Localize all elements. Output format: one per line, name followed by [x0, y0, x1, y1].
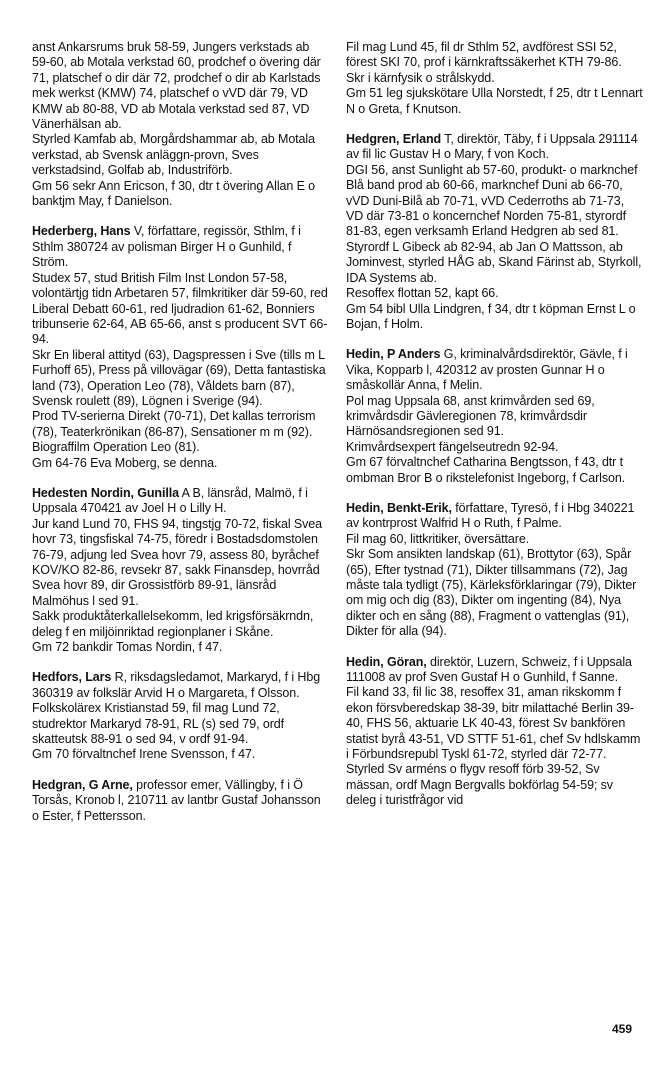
biography-entry: [32, 486, 328, 655]
entry-lead: R, riksdagsledamot, Markaryd, f i Hbg 360319 av folkslär Arvid H o Margareta, f Olsson.: [32, 670, 321, 700]
biography-entry: [346, 132, 644, 332]
entry-headword: Hedgran, G Arne,: [32, 777, 133, 792]
entry-lead: professor emer, Vällingby, f i Ö Torsås, Kronob l, 210711 av lantbr Gustaf Johansson o Ester, f Pettersson.: [32, 777, 321, 823]
entry-paragraph: DGI 56, anst Sunlight ab 57-60, produkt- o marknchef Blå band prod ab 60-66, marknchef Duni ab 66-70, vVD Duni-Bilå ab 70-71, vVD Cederroths ab 71-73, VD där 73-81 o koncernchef Norden 75-81, styrordf 81-83, egen verksamh Erland Hedgren ab sed 81.: [346, 162, 638, 239]
entry-lead: V, författare, regissör, Sthlm, f i Sthlm 380724 av polisman Birger H o Gunhild, f Ström.: [32, 224, 301, 270]
entry-headword: Hedin, Göran,: [346, 654, 427, 669]
entry-paragraph: Fil kand 33, fil lic 38, resoffex 31, aman rikskomm f ekon försvberedskap 38-39, bitr milattaché Berlin 39-40, FHS 56, aktuarie LK 40-43, förest Sv bankfören statist byrå 43-51, VD STTF 51-61, chef Sv hdlskamm i Förbundsrepubl Tyskl 61-72, styrled där 72-77.: [346, 685, 641, 762]
entry-heading-line: [346, 347, 644, 393]
entry-paragraph: Gm 54 bibl Ulla Lindgren, f 34, dtr t köpman Ernst L o Bojan, f Holm.: [346, 301, 636, 331]
page-number: 459: [612, 1022, 633, 1036]
entry-paragraph: Gm 64-76 Eva Moberg, se denna.: [32, 455, 218, 470]
entry-headword: Hedin, Benkt-Erik,: [346, 500, 452, 515]
entry-lead: direktör, Luzern, Schweiz, f i Uppsala 111008 av prof Sven Gustaf H o Gunhild, f Sanne.: [346, 654, 632, 685]
entry-continuation: [346, 40, 644, 117]
entry-paragraph: Styrordf L Gibeck ab 82-94, ab Jan O Mattsson, ab Jominvest, styrled HÅG ab, Skand Färinst ab, Styrkoll, IDA Systems ab.: [346, 239, 642, 285]
left-column: [32, 40, 328, 839]
entry-lead: G, kriminalvårdsdirektör, Gävle, f i Vika, Kopparb l, 420312 av prosten Gunnar H o småskollär Anna, f Melin.: [346, 347, 628, 393]
entry-headword: Hedin, P Anders: [346, 347, 441, 362]
entry-heading-line: [32, 486, 328, 517]
entry-heading-line: [32, 224, 328, 270]
entry-heading-line: [346, 132, 644, 163]
entry-paragraph: Skr i kärnfysik o strålskydd.: [346, 70, 495, 85]
biography-entry: [32, 778, 328, 824]
entry-lead: T, direktör, Täby, f i Uppsala 291114 av fil lic Gustav H o Mary, f von Koch.: [346, 132, 638, 162]
biography-entry: [32, 224, 328, 471]
entry-heading-line: [346, 655, 644, 686]
entry-paragraph: Sakk produktåterkallelsekomm, led krigsförsäkrndn, deleg f en miljöinriktad regionplaner i Skåne.: [32, 609, 314, 639]
entry-paragraph: Skr Som ansikten landskap (61), Brottytor (63), Spår (65), Efter tystnad (71), Dikter tillsammans (72), Jag måste tala tydligt (75), Kärleksförklaringar (79), Dikter om mig och dig (83), Dikter om ingenting (84), Nya dikter och en sång (88), Fragment o vattenglas (91), Dikter för alla (94).: [346, 547, 637, 639]
entry-paragraph: Gm 72 bankdir Tomas Nordin, f 47.: [32, 640, 223, 655]
entry-paragraph: Studex 57, stud British Film Inst London 57-58, volontärtjg tidn Arbetaren 57, filmkritiker där 59-60, red Liberal Debatt 60-61, red ljudradion 61-62, Bonniers tribunserie 62-64, AB 65-66, anst s producent SVT 66-94.: [32, 270, 328, 347]
entry-paragraph: Folkskolärex Kristianstad 59, fil mag Lund 72, studrektor Markaryd 78-91, RL (s) sed 79, ordf skatteutsk 88-91 o sed 94, v ordf 91-94.: [32, 701, 284, 747]
entry-paragraph: anst Ankarsrums bruk 58-59, Jungers verkstads ab 59-60, ab Motala verkstad 60, prodchef o övering där 71, platschef o dir där 72, prodchef o dir ab Karlstads mek werkst (KMW) 74, platschef o vVD där 79, VD KMW ab 80-88, VD ab Motala verkstad sed 87, VD Vänerhälsan ab.: [32, 40, 321, 132]
entry-paragraph: Pol mag Uppsala 68, anst krimvården sed 69, krimvårdsdir Gävleregionen 78, krimvårdsdir Härnösandsregionen sed 91.: [346, 393, 595, 439]
entry-paragraph: Fil mag Lund 45, fil dr Sthlm 52, avdförest SSI 52, förest SKI 70, prof i kärnkraftssäkerhet KTH 79-86.: [346, 40, 622, 70]
biography-entry: [346, 655, 644, 809]
right-column: [346, 40, 644, 824]
entry-paragraph: Styrled Kamfab ab, Morgårdshammar ab, ab Motala verkstad, ab Svensk anläggn-provn, Sves verkstadsind, Golfab ab, Industriförb.: [32, 132, 315, 178]
entry-paragraph: Prod TV-serierna Direkt (70-71), Det kallas terrorism (78), Teaterkrönikan (86-87), Sensationer m m (92).: [32, 409, 316, 439]
entry-headword: Hedgren, Erland: [346, 132, 442, 147]
entry-headword: Hedfors, Lars: [32, 670, 112, 685]
entry-lead: författare, Tyresö, f i Hbg 340221 av kontrprost Walfrid H o Ruth, f Palme.: [346, 500, 635, 531]
entry-paragraph: Fil mag 60, littkritiker, översättare.: [346, 531, 530, 546]
entry-headword: Hedesten Nordin, Gunilla: [32, 485, 179, 500]
entry-paragraph: Resoffex flottan 52, kapt 66.: [346, 286, 499, 301]
entry-heading-line: [32, 778, 328, 824]
entry-paragraph: Biograffilm Operation Leo (81).: [32, 440, 200, 455]
entry-heading-line: [32, 670, 328, 701]
biography-entry: [346, 347, 644, 486]
entry-paragraph: Gm 67 förvaltnchef Catharina Bengtsson, f 43, dtr t ombman Bror B o rikstelefonist Ingeborg, f Carlson.: [346, 455, 626, 485]
entry-lead: A B, länsråd, Malmö, f i Uppsala 470421 av Joel H o Lilly H.: [32, 485, 308, 516]
biography-entry: [32, 670, 328, 762]
entry-paragraph: Gm 51 leg sjukskötare Ulla Norstedt, f 25, dtr t Lennart N o Greta, f Knutson.: [346, 86, 643, 116]
entry-headword: Hederberg, Hans: [32, 224, 131, 239]
entry-paragraph: Skr En liberal attityd (63), Dagspressen i Sve (tills m L Furhoff 65), Press på villovägar (69), Detta fantastiska land (73), Operation Leo (78), Våldets barn (87), Svensk roulett (89), Lögnen i Sverige (94).: [32, 347, 326, 408]
entry-paragraph: Gm 70 förvaltnchef Irene Svensson, f 47.: [32, 747, 256, 762]
entry-paragraph: Jur kand Lund 70, FHS 94, tingstjg 70-72, fiskal Svea hovr 73, tingsfiskal 74-75, föredr i Bostadsdomstolen 76-79, adjung led Svea hovr 79, assess 80, byråchef KOV/KO 82-86, revsekr 87, sakk Finansdep, hovrråd Svea hovr 89, dir Grossistförb 89-91, länsråd Malmöhus l sed 91.: [32, 516, 323, 608]
biography-entry: [346, 501, 644, 640]
entry-paragraph: Krimvårdsexpert fängelseutredn 92-94.: [346, 439, 559, 454]
entry-continuation: [32, 40, 328, 209]
entry-paragraph: Gm 56 sekr Ann Ericson, f 30, dtr t övering Allan E o banktjm May, f Danielson.: [32, 178, 316, 209]
entry-heading-line: [346, 501, 644, 532]
entry-paragraph: Styrled Sv arméns o flygv resoff förb 39-52, Sv mässan, ordf Magn Bergvalls bokförlag 54-59; sv deleg i turistfrågor vid: [346, 762, 613, 808]
